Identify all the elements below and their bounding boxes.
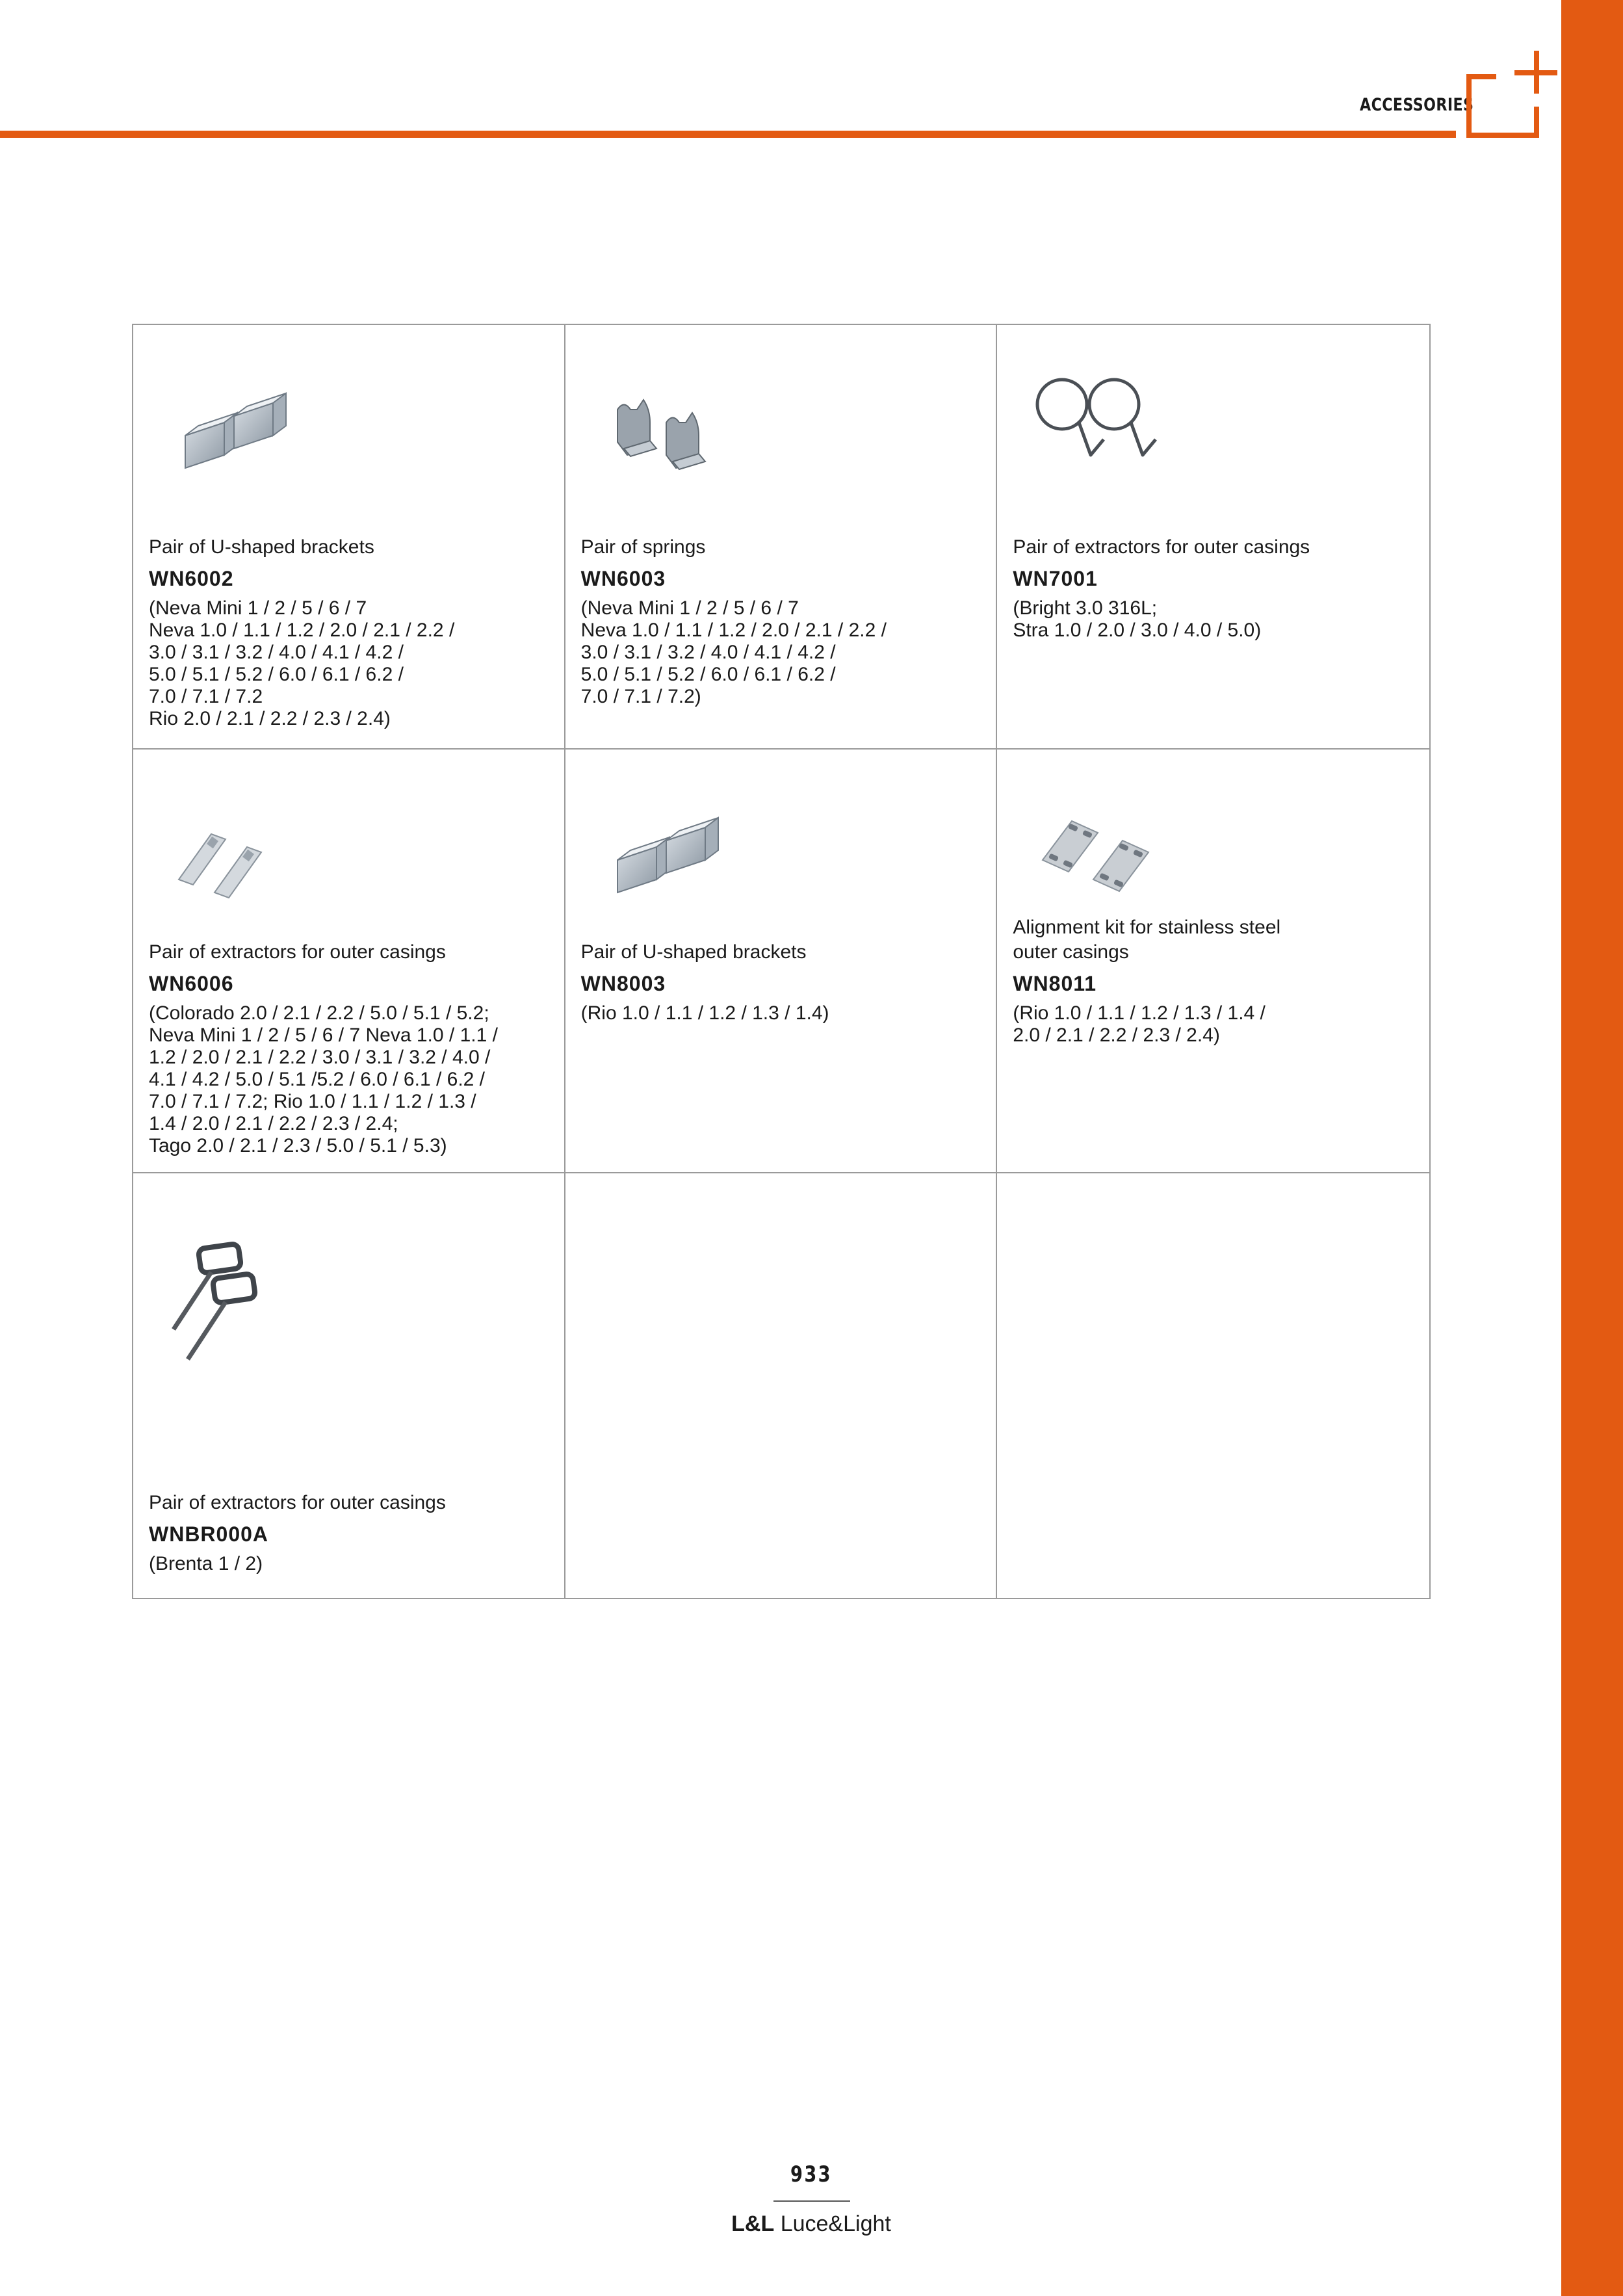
product-description: Pair of extractors for outer casings [149,1492,446,1514]
product-code: WN8003 [580,971,666,995]
accessories-plus-icon [1466,48,1557,142]
product-description: Alignment kit for stainless steel outer casings [1013,916,1281,963]
section-label: ACCESSORIES [1360,95,1474,115]
product-compatibility: (Bright 3.0 316L; Stra 1.0 / 2.0 / 3.0 / 4.0 / 5.0) [1013,597,1262,641]
product-code: WN6003 [580,567,666,590]
product-compatibility: (Rio 1.0 / 1.1 / 1.2 / 1.3 / 1.4 / 2.0 / 2.1 / 2.2 / 2.3 / 2.4) [1013,1002,1266,1046]
alignment-plates-icon [1023,782,1212,919]
product-compatibility: (Rio 1.0 / 1.1 / 1.2 / 1.3 / 1.4) [580,1002,829,1024]
empty-cell [565,1173,998,1598]
product-cell [133,750,565,1174]
product-compatibility: (Neva Mini 1 / 2 / 5 / 6 / 7 Neva 1.0 / 1.1 / 1.2 / 2.0 / 2.1 / 2.2 / 3.0 / 3.1 / 3.2 / 4.0 / 4.1 / 4.2 / 5.0 / 5.1 / 5.2 / 6.0 / 6.1 / 6.2 / 7.0 / 7.1 / 7.2) [580,597,887,707]
product-text [581,535,983,708]
product-cell [133,1173,565,1598]
product-description: Pair of extractors for outer casings [1013,536,1310,558]
product-grid [132,324,1431,1599]
empty-cell [997,1173,1429,1598]
footer-rule [773,2200,850,2202]
product-description: Pair of springs [580,536,706,558]
product-text [149,535,551,730]
product-code: WN7001 [1013,567,1098,590]
side-accent-band [1561,0,1623,2296]
product-description: Pair of extractors for outer casings [149,941,446,963]
u-brackets-icon [591,782,780,919]
product-code: WN8011 [1013,971,1097,995]
brand-logo [681,2211,941,2237]
brand-name: Luce&Light [774,2211,891,2236]
key-extractors-icon [159,1238,348,1375]
product-compatibility: (Colorado 2.0 / 2.1 / 2.2 / 5.0 / 5.1 / 5.2; Neva Mini 1 / 2 / 5 / 6 / 7 Neva 1.0 / 1.1 / 1.2 / 2.0 / 2.1 / 2.2 / 3.0 / 3.1 / 3.2 / 4.0 / 4.1 / 4.2 / 5.0 / 5.1 /5.2 / 6.0 / 6.1 / 6.2 / 7.0 / 7.1 / 7.2; Rio 1.0 / 1.1 / 1.2 / 1.3 / 1.4 / 2.0 / 2.1 / 2.2 / 2.3 / 2.4; Tago 2.0 / 2.1 / 2.3 / 5.0 / 5.1 / 5.3) [149,1002,498,1156]
product-compatibility: (Neva Mini 1 / 2 / 5 / 6 / 7 Neva 1.0 / 1.1 / 1.2 / 2.0 / 2.1 / 2.2 / 3.0 / 3.1 / 3.2 / 4.0 / 4.1 / 4.2 / 5.0 / 5.1 / 5.2 / 6.0 / 6.1 / 6.2 / 7.0 / 7.1 / 7.2 Rio 2.0 / 2.1 / 2.2 / 2.3 / 2.4) [149,597,455,729]
product-code: WNBR000A [149,1522,269,1546]
product-cell [133,325,565,750]
product-cell [565,325,998,750]
product-description: Pair of U-shaped brackets [149,536,374,558]
product-cell [997,750,1429,1174]
page-number: 933 [790,2161,832,2187]
product-text [149,1491,551,1575]
product-code: WN6006 [149,971,234,995]
product-text [581,940,983,1024]
product-text [1013,915,1416,1047]
product-cell [997,325,1429,750]
wire-hook-extractors-icon [1023,358,1212,494]
product-code: WN6002 [149,567,234,590]
header-rule [0,131,1456,138]
product-text [1013,535,1416,642]
product-compatibility: (Brenta 1 / 2) [149,1553,263,1575]
product-cell [565,750,998,1174]
u-brackets-icon [159,358,348,494]
flat-extractors-icon [159,782,348,919]
product-description: Pair of U-shaped brackets [580,941,807,963]
springs-icon [591,358,780,494]
brand-bold: L&L [731,2211,775,2236]
product-text [149,940,551,1157]
